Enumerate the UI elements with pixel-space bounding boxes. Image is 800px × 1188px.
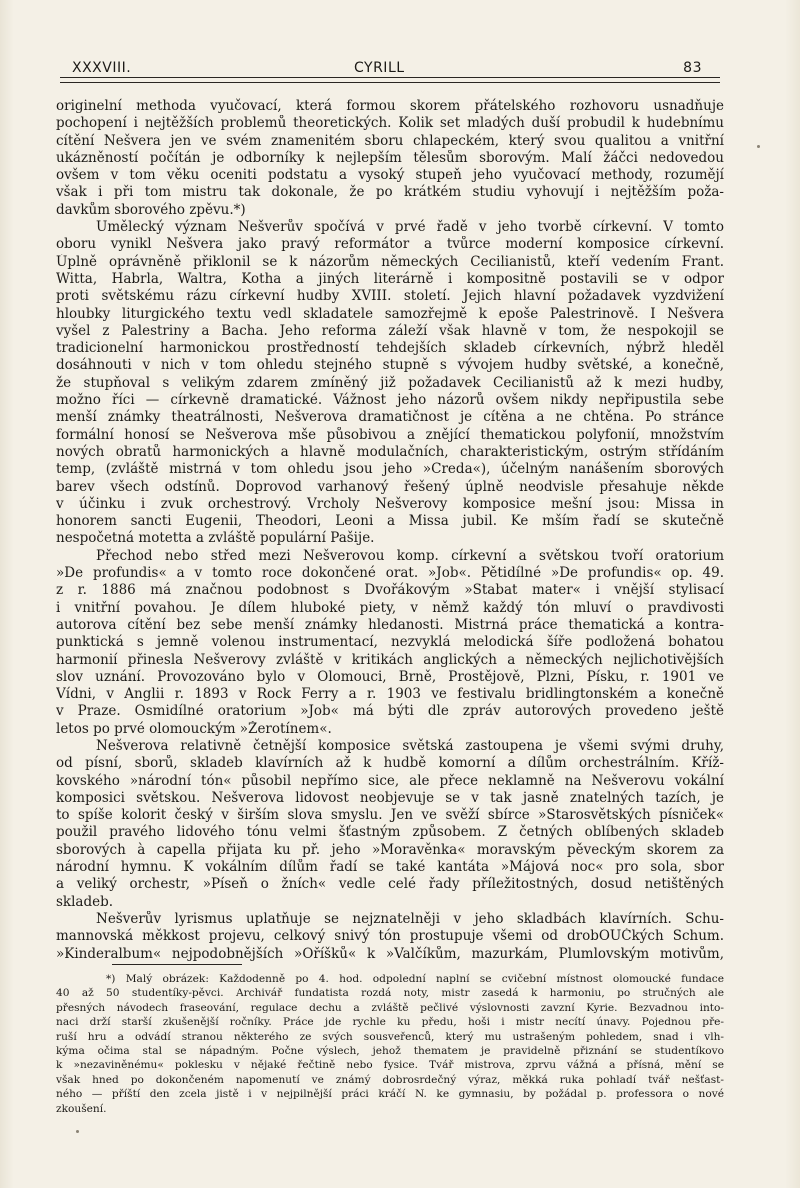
text-line: menší známky theatrálnosti, Nešverova dramatičnost je cítěna a ne chtěna. Po stránce [56, 409, 724, 426]
text-line: skladeb. [56, 893, 114, 910]
text-line: punktická s jemně volenou instrumentací, nezvyklá melodická šíře podložená bohatou [56, 634, 724, 651]
footnote-line: k »nezaviněnému« poklesku v nějaké řečtině nebo fysice. Tvář mistrova, zprvu vážná a přísná, mění se [56, 1059, 724, 1072]
text-line: možno říci — církevně dramatické. Vážnost jeho názorů ovšem nikdy nepřipustila sebe [56, 392, 724, 409]
text-line: Vídni, v Anglii r. 1893 v Rock Ferry a r. 1903 ve festivalu bridlingtonském a konečně [56, 686, 724, 703]
footnote-line: zkoušení. [56, 1102, 107, 1115]
text-line: Přechod nebo střed mezi Nešverovou komp. církevní a světskou tvoří oratorium [96, 547, 724, 564]
footnote-separator-rule [112, 964, 242, 965]
text-line: letos po prvé olomouckým »Žerotínem«. [56, 720, 332, 737]
text-line: nových obratů harmonických a hlavně modulačních, charakteristickým, ostrým střídáním [56, 443, 724, 460]
text-line: v Praze. Osmidílné oratorium »Job« má býti dle zpráv autorových provedeno ještě [56, 703, 724, 720]
text-line: dosáhnouti v nich v tom ohledu stejného stupně s vývojem hudby světské, a konečně, [56, 357, 724, 374]
text-line: i vnitřní povahou. Je dílem hluboké piety, v němž každý tón mluví o pravdivosti [56, 599, 724, 616]
footnote-line: ruší hru a odvádí stranou některého ze svých sousveřenců, který mu ustrašeným pohledem, snad i vlh- [56, 1030, 724, 1043]
text-line: cítění Nešvera jen ve svém znamenitém sboru chlapeckém, který svou qualitou a vnitřní [56, 132, 724, 149]
text-line: tradicionelní harmonickou prostředností tehdejších skladeb církevních, nýbrž hleděl [56, 340, 724, 357]
text-line: ukázněností počítán je odborníky k nejlepším tělesům sborovým. Malí žáčci nedovedou [56, 149, 724, 166]
running-title: CYRILL [354, 60, 405, 76]
text-line: sborových à capella přijata ku př. jeho »Moravěnka« moravským pěveckým skorem za [56, 841, 724, 858]
text-line: Nešverův lyrismus uplatňuje se nejznatelněji v jeho skladbách klavírních. Schu- [96, 910, 724, 927]
text-line: »De profundis« a v tomto roce dokončené orat. »Job«. Pětidílné »De profundis« op. 49. [56, 565, 724, 582]
text-line: formální honosí se Nešverova mše působivou a znějící thematickou polyfonií, množstvím [56, 426, 724, 443]
text-line: autorova cítění bez sebe menší známky hledanosti. Mistrná práce thematická a kontra- [56, 616, 724, 633]
text-line: však i při tom mistru tak dokonale, že po krátkém studiu vyhovují i nejtěžším poža- [56, 184, 724, 201]
page-number: 83 [683, 60, 702, 76]
footnote-line: naci drží starší zkušenější ročníky. Práce jde rychle ku předu, hoši i mistr necítí únavy. Pojednou pře- [56, 1016, 724, 1029]
text-line: barev všech odstínů. Doprovod varhanový řešený úplně neodvisle přesahuje někde [56, 478, 724, 495]
text-line: proti světskému rázu církevní hudby XVIII. století. Jejich hlavní požadavek vyzdvižení [56, 288, 724, 305]
text-line: harmonií přinesla Nešverovy zvláště v kritikách anglických a německých nejlichotivějších [56, 651, 724, 668]
text-line: že stupňoval s velikým zdarem zmíněný již požadavek Cecilianistů až k mezi hudby, [56, 374, 724, 391]
text-line: Umělecký význam Nešverův spočívá v prvé řadě v jeho tvorbě církevní. V tomto [96, 219, 724, 236]
footnote-line: 40 až 50 studentíky-pěvci. Archivář fundatista rozdá noty, mistr zasedá k harmoniu, po stručných ale [56, 987, 724, 1000]
paper-speck [76, 1130, 79, 1133]
text-line: to spíše kolorit český v širším slova smyslu. Jen ve svěží sbírce »Starosvětských písniček« [56, 807, 724, 824]
text-line: temp, (zvláště mistrná v tom ohledu jsou jeho »Creda«), účelným nanášením sborových [56, 461, 724, 478]
text-line: honorem sancti Eugenii, Theodori, Leoni a Missa jubil. Ke mším řadí se skutečně [56, 513, 724, 530]
text-line: oboru vynikl Nešvera jako pravý reformátor a tvůrce moderní komposice církevní. [56, 236, 724, 253]
text-line: a veliký orchestr, »Píseň o žních« vedle celé řady příležitostných, dosud netištěných [56, 876, 724, 893]
footnote-line: ného — příští den zcela jistě i v nejpilnější práci kráčí N. ke gymnasiu, by požádal p. professora o nové [56, 1088, 724, 1101]
text-line: ovšem v tom věku oceniti podstatu a vysoký stupeň jeho vyučovací methody, rozumějí [56, 167, 724, 184]
paper-speck [757, 145, 760, 148]
text-line: originelní methoda vyučovací, která formou skorem přátelského rozhovoru usnadňuje [56, 98, 724, 114]
text-line: komposici světskou. Nešverova lidovost neobjevuje se v tak jasně znatelných tazích, je [56, 789, 724, 806]
text-line: kovského »národní tón« působil nepřímo sice, ale přece neklamně na Nešverovu vokální [56, 772, 724, 789]
header-double-rule [60, 77, 720, 83]
text-line: vyšel z Palestriny a Bacha. Jeho reforma záleží však hlavně v tom, že nespokojil se [56, 322, 724, 339]
text-line: mannovská měkkost projevu, celkový snivý tón prostupuje všemi od drobOUČkých Schum. [56, 928, 724, 945]
text-line: Úplně oprávněně přiklonil se k názorům německých Cecilianistů, kteří vedením Frant. [56, 253, 724, 270]
text-line: pochopení i nejtěžších problemů theoretických. Kolik set mladých duší probudil k hudebnímu [56, 115, 724, 132]
text-line: nespočetná motetta a zvláště populární Pašije. [56, 530, 375, 547]
text-line: »Kinderalbum« nejpodobnějších »Oříšků« k »Valčíkům, mazurkám, Plumlovským motivům, [56, 945, 724, 962]
footnote-block [56, 972, 724, 1116]
running-header [60, 60, 702, 78]
text-line: z r. 1886 má značnou podobnost s Dvořákovým »Stabat mater« i vnější stylisací [56, 582, 724, 599]
text-line: Witta, Habrla, Waltra, Kotha a jiných literárně i kompositně postavili se v odpor [56, 270, 724, 287]
text-line: od písní, sborů, skladeb klavírních až k hudbě komorní a dílům orchestrálním. Kříž- [56, 755, 724, 772]
text-line: národní hymnu. K vokálním dílům řadí se také kantáta »Májová noc« pro sola, sbor [56, 859, 724, 876]
main-text-block [56, 98, 724, 963]
footnote-line: však hned po dokončeném napomenutí ve známý dobrosrdečný výraz, měkká ruka pohladí tvář nešťast- [56, 1073, 724, 1086]
text-line: v účinku i zvuk orchestrový. Vrcholy Nešverovy komposice mešní jsou: Missa in [56, 495, 724, 512]
text-line: použil pravého lidového tónu velmi šťastným způsobem. Z četných oblíbených skladeb [56, 824, 724, 841]
text-line: hloubky liturgického textu vedl skladatele samozřejmě k epoše Palestrinově. I Nešvera [56, 305, 724, 322]
text-line: Nešverova relativně četnější komposice světská zastoupena je všemi svými druhy, [96, 737, 724, 754]
footnote-line: kýma očima stal se nápadným. Počne výslech, jehož thematem je pravidelně přiznání se studentíkovo [56, 1045, 724, 1058]
chapter-number: XXXVIII. [72, 60, 132, 76]
text-line: slov uznání. Provozováno bylo v Olomouci, Brně, Prostějově, Plzni, Písku, r. 1901 ve [56, 668, 724, 685]
text-line: davkům sborového zpěvu.*) [56, 201, 246, 218]
footnote-line: přesných návodech fraseování, regulace dechu a zvláště pečlivé výslovnosti zavzní Kyrie. Bezvadnou into- [56, 1001, 724, 1014]
footnote-line: *) Malý obrázek: Každodenně po 4. hod. odpolední naplní se cvičební místnost olomoucké fundace [106, 973, 724, 985]
